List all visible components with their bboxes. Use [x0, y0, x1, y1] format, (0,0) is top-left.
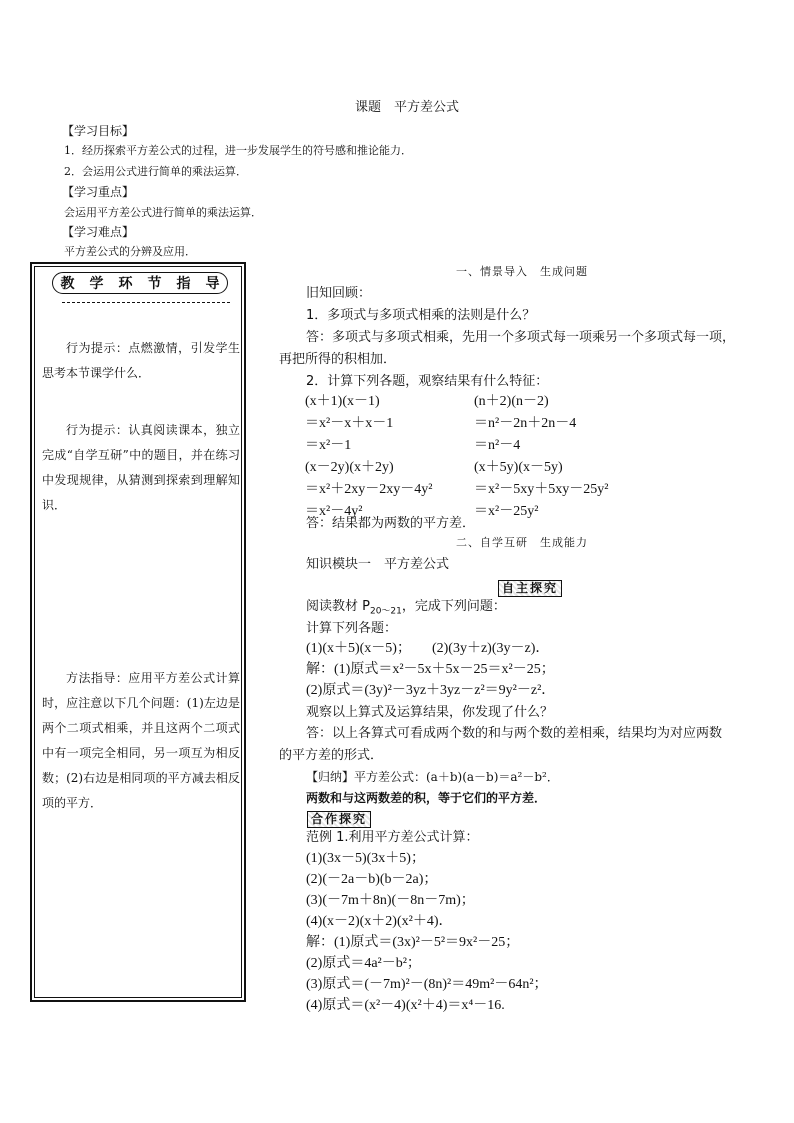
- self-study-stamp: [498, 577, 562, 597]
- sidebar-header-char: 环: [118, 276, 133, 292]
- reading-suffix: ，完成下列问题：: [401, 599, 506, 614]
- problems-line: (1)(x＋5)(x－5)； (2)(3y＋z)(3y－z)．: [306, 641, 550, 656]
- calc-left-1: (x＋1)(x－1): [305, 394, 380, 409]
- answer-2: 答：结果都为两数的平方差．: [306, 516, 476, 531]
- objective-item-2: 2．会运用公式进行简单的乘法运算．: [64, 165, 247, 178]
- sidebar-tip-3: 方法指导：应用平方差公式计算时，应注意以下几个问题：(1)左边是两个二项式相乘，并且这两个二项式中有一项完全相同，另一项互为相反数；(2)右边是相同项的平方减去相反项的平方．: [42, 671, 240, 810]
- calc-left-5: ＝x²＋2xy－2xy－4y²: [305, 482, 433, 497]
- objective-item-1: 1．经历探索平方差公式的过程，进一步发展学生的符号感和推论能力．: [64, 144, 412, 157]
- solution-line-1: 解：(1)原式＝x²－5x＋5x－25＝x²－25；: [306, 662, 555, 677]
- observe-answer-line-2: 的平方差的形式．: [279, 748, 384, 763]
- sidebar-header-char: 导: [205, 276, 220, 292]
- calc-prompt: 计算下列各题：: [306, 621, 398, 636]
- difficulties-text: 平方差公式的分辨及应用．: [64, 245, 196, 258]
- self-study-label: 自主探究: [498, 580, 562, 597]
- example-item-3: (3)(－7m＋8n)(－8n－7m)；: [306, 893, 475, 908]
- observe-answer-line-1: 答：以上各算式可看成两个数的和与两个数的差相乘，结果均为对应两数: [306, 726, 723, 741]
- knowledge-module-title: 知识模块一 平方差公式: [306, 557, 450, 572]
- difficulties-heading: 【学习难点】: [62, 225, 135, 239]
- sidebar-header-char: 学: [89, 276, 104, 292]
- reading-prefix: 阅读教材 P: [306, 599, 370, 614]
- example-solution-4: (4)原式＝(x²－4)(x²＋4)＝x⁴－16.: [306, 998, 505, 1013]
- page-title: 课题 平方差公式: [355, 100, 460, 115]
- example-title: 范例 1.利用平方差公式计算：: [306, 830, 479, 845]
- example-item-4: (4)(x－2)(x＋2)(x²＋4)．: [306, 914, 453, 929]
- section-2-heading: 二、自学互研 生成能力: [456, 536, 588, 549]
- summary-line-1: 【归纳】平方差公式：(a＋b)(a－b)＝a²－b²．: [306, 770, 559, 784]
- calc-left-2: ＝x²－x＋x－1: [305, 416, 394, 431]
- teaching-guide-sidebar: [30, 262, 246, 1002]
- summary-line-2: 两数和与这两数差的积，等于它们的平方差．: [306, 791, 547, 805]
- example-solution-3: (3)原式＝(－7m)²－(8n)²＝49m²－64n²；: [306, 977, 548, 992]
- calc-left-3: ＝x²－1: [305, 438, 352, 453]
- sidebar-tip-1: 行为提示：点燃激情，引发学生思考本节课学什么．: [42, 341, 240, 380]
- example-solution-1: 解：(1)原式＝(3x)²－5²＝9x²－25；: [306, 935, 520, 950]
- calc-right-3: ＝n²－4: [474, 438, 521, 453]
- key-points-heading: 【学习重点】: [62, 185, 135, 199]
- review-label: 旧知回顾：: [306, 286, 372, 301]
- question-1: 1．多项式与多项式相乘的法则是什么？: [306, 308, 536, 323]
- sidebar-tip-2: 行为提示：认真阅读课本，独立完成“自学互研”中的题目，并在练习中发现规律，从猜测到探索到理解知识．: [42, 423, 240, 512]
- reading-instruction: [306, 597, 506, 622]
- sidebar-divider: [62, 302, 230, 303]
- sidebar-header-char: 节: [147, 276, 162, 292]
- example-item-2: (2)(－2a－b)(b－2a)；: [306, 872, 438, 887]
- section-1-heading: 一、情景导入 生成问题: [456, 265, 588, 278]
- question-2: 2．计算下列各题，观察结果有什么特征：: [306, 374, 549, 389]
- calc-left-4: (x－2y)(x＋2y): [305, 460, 394, 475]
- cooperative-stamp: [307, 808, 371, 828]
- sidebar-header-char: 指: [176, 276, 191, 292]
- calc-right-5: ＝x²－5xy＋5xy－25y²: [474, 482, 609, 497]
- answer-1-line-2: 再把所得的积相加．: [279, 352, 397, 367]
- calc-left-6: ＝x²－4y²: [305, 504, 363, 519]
- cooperative-label: 合作探究: [307, 811, 371, 828]
- calc-right-2: ＝n²－2n＋2n－4: [474, 416, 577, 431]
- objectives-heading: 【学习目标】: [62, 124, 135, 138]
- example-item-1: (1)(3x－5)(3x＋5)；: [306, 851, 425, 866]
- reading-page-range: 20～21: [369, 606, 402, 617]
- solution-line-2: (2)原式＝(3y)²－3yz＋3yz－z²＝9y²－z²．: [306, 683, 556, 698]
- calc-right-4: (x＋5y)(x－5y): [474, 460, 563, 475]
- key-points-text: 会运用平方差公式进行简单的乘法运算．: [64, 206, 262, 219]
- sidebar-header-char: 教: [60, 276, 75, 292]
- example-solution-2: (2)原式＝4a²－b²；: [306, 956, 421, 971]
- sidebar-header: [52, 272, 228, 294]
- calc-right-6: ＝x²－25y²: [474, 504, 539, 519]
- answer-1-line-1: 答：多项式与多项式相乘，先用一个多项式每一项乘另一个多项式每一项，: [306, 330, 736, 345]
- calc-right-1: (n＋2)(n－2): [474, 394, 549, 409]
- observe-question: 观察以上算式及运算结果，你发现了什么？: [306, 705, 554, 720]
